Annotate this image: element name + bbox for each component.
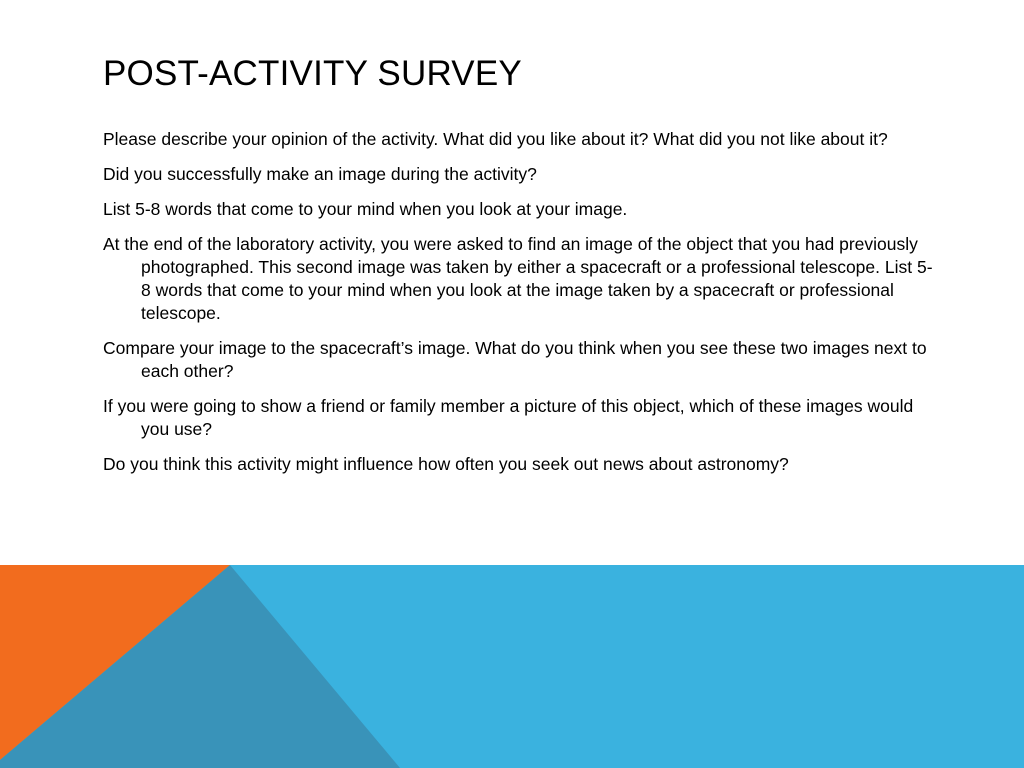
survey-question-5: Compare your image to the spacecraft’s image. What do you think when you see these two images next to each other? bbox=[103, 338, 927, 381]
survey-question-4: At the end of the laboratory activity, you were asked to find an image of the object that you had previously photographed. This second image was taken by either a spacecraft or a professional telescope. List 5-8 words that come to your mind when you look at the image taken by a spacecraft or professional telescope. bbox=[103, 234, 933, 323]
survey-question-7: Do you think this activity might influence how often you seek out news about astronomy? bbox=[103, 454, 789, 474]
footer-decoration bbox=[0, 565, 1024, 768]
survey-question-1: Please describe your opinion of the activity. What did you like about it? What did you not like about it? bbox=[103, 129, 888, 149]
slide-title: POST-ACTIVITY SURVEY bbox=[103, 54, 522, 93]
survey-question-list bbox=[103, 128, 933, 488]
survey-question-2: Did you successfully make an image during the activity? bbox=[103, 164, 537, 184]
survey-question-6: If you were going to show a friend or family member a picture of this object, which of these images would you use? bbox=[103, 396, 914, 439]
survey-question-3: List 5-8 words that come to your mind when you look at your image. bbox=[103, 199, 628, 219]
